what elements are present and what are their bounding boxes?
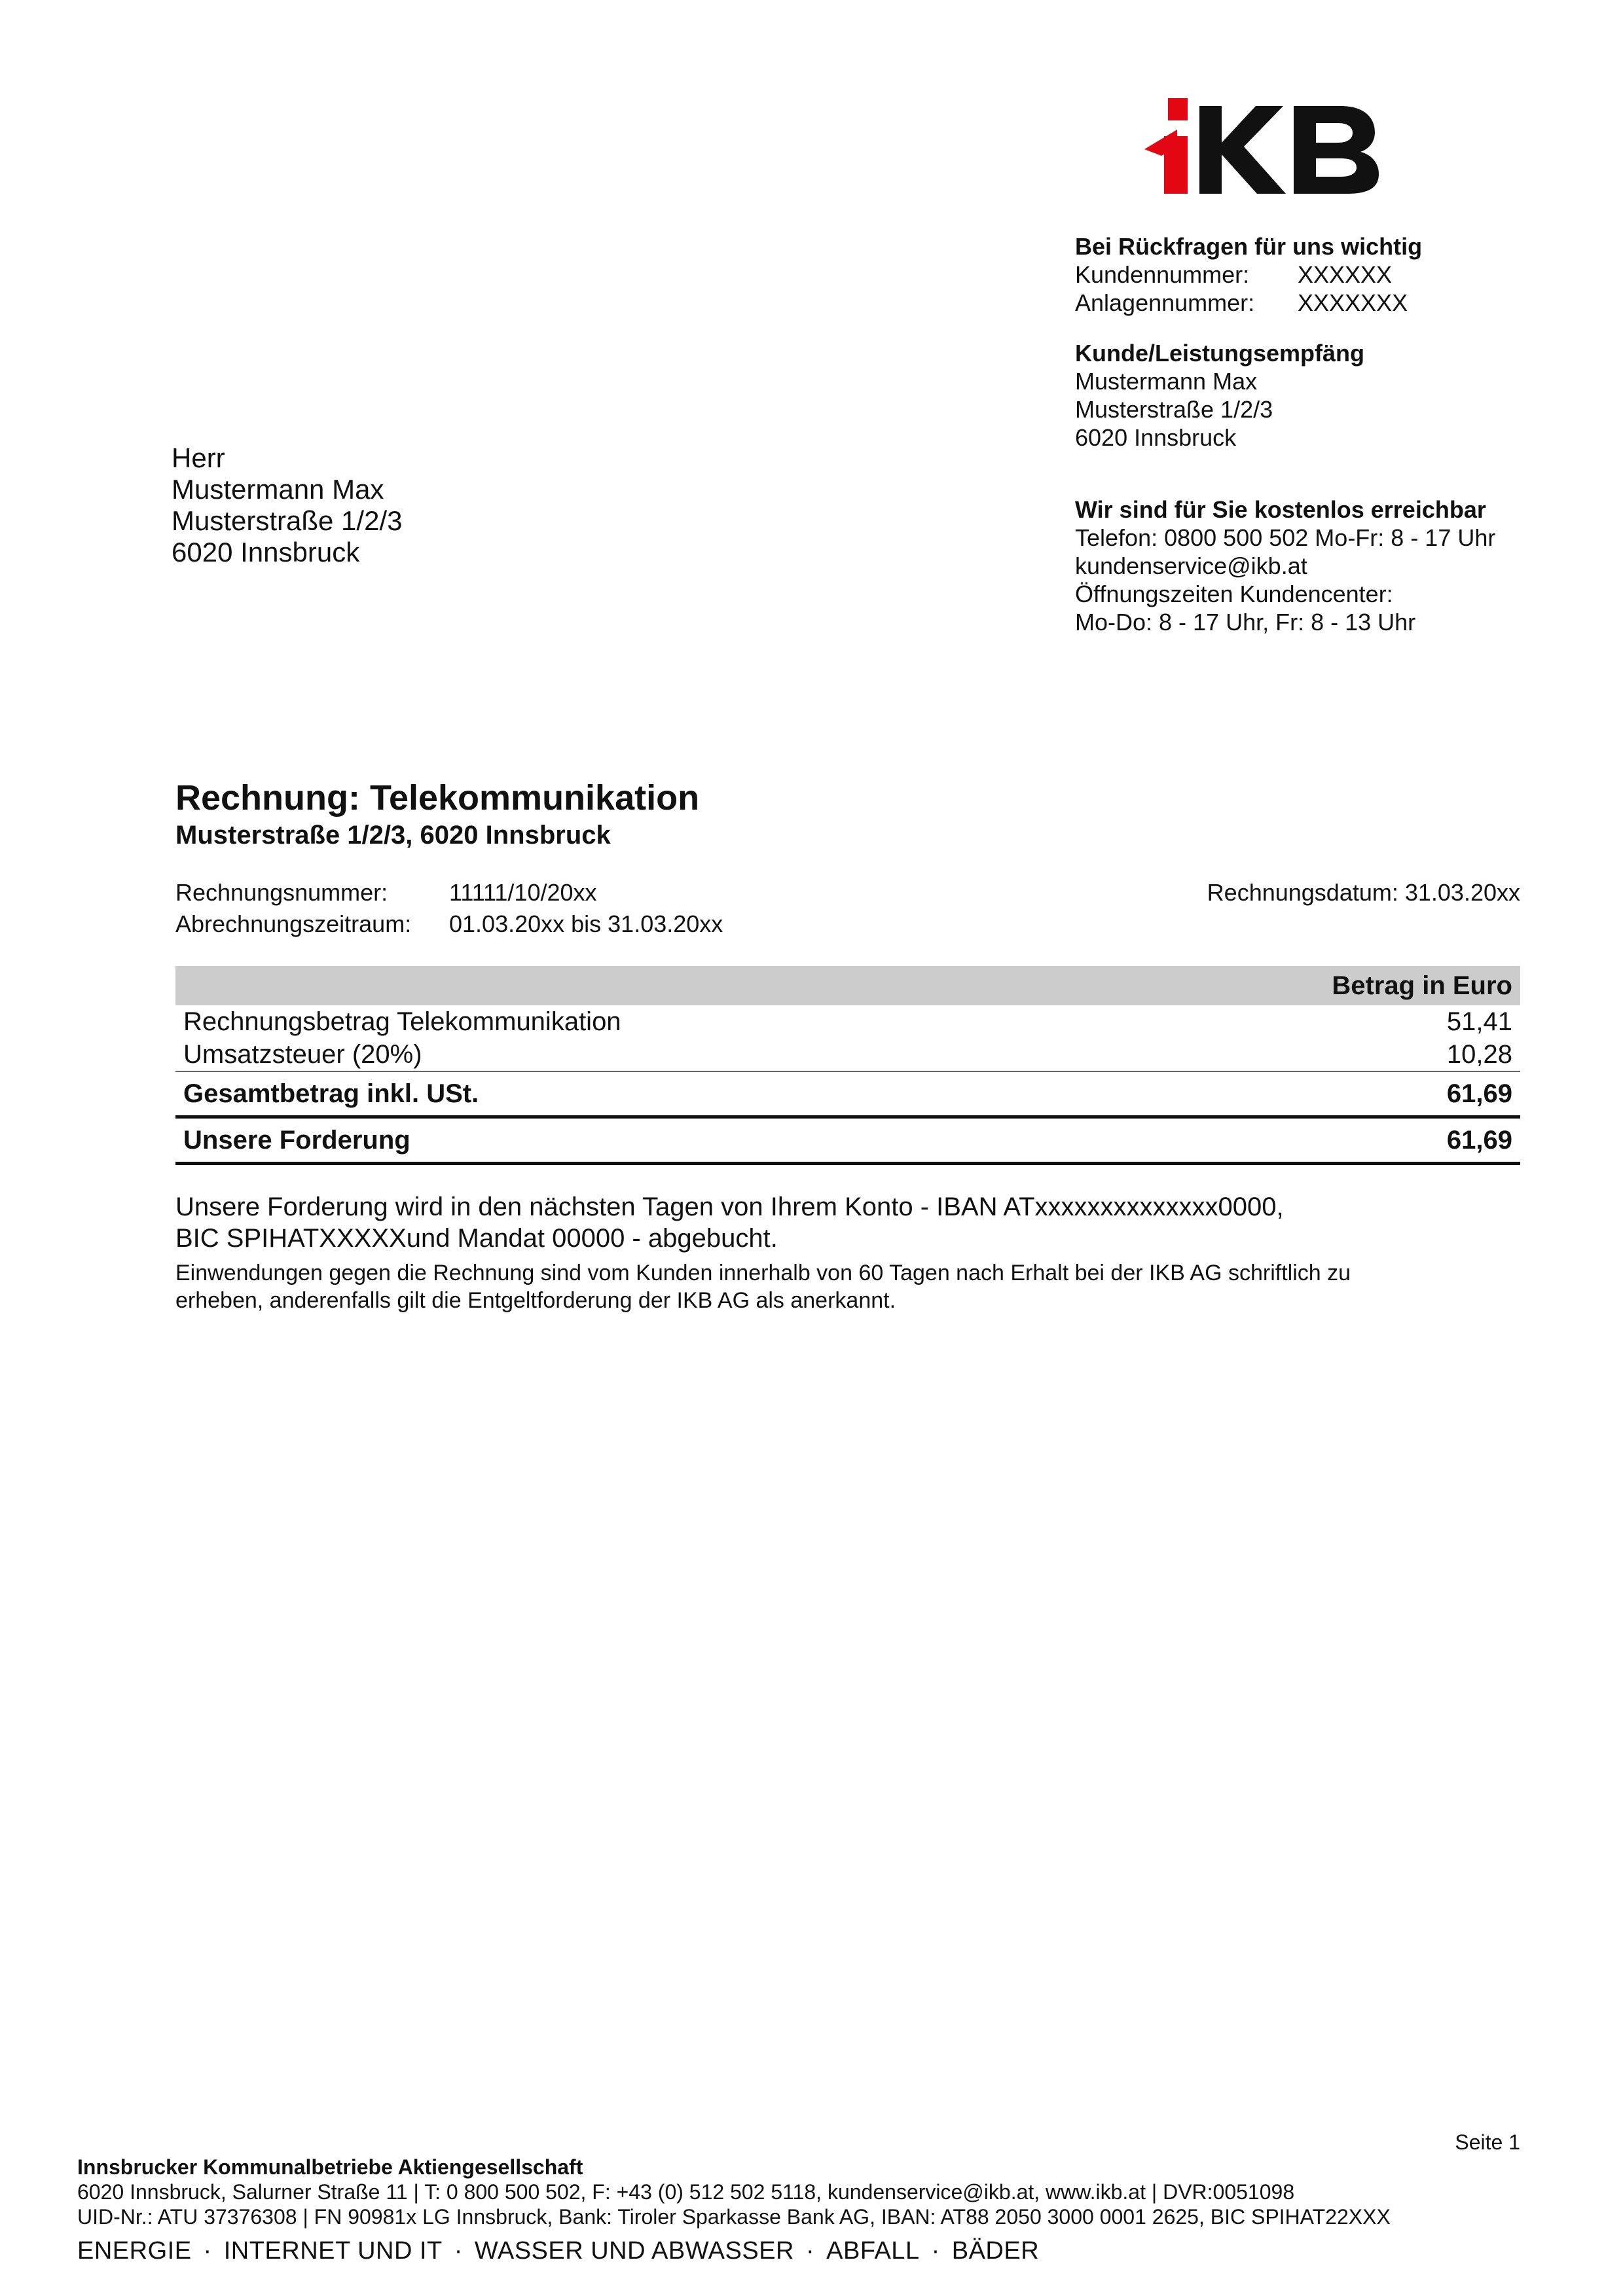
service-email: kundenservice@ikb.at — [1075, 552, 1307, 579]
debit-notice-line: BIC SPIHATXXXXXund Mandat 00000 - abgebucht. — [175, 1224, 778, 1253]
inquiry-header: Bei Rückfragen für uns wichtig — [1075, 233, 1423, 260]
service-recipient-line: Musterstraße 1/2/3 — [1075, 396, 1273, 423]
amount-column-header: Betrag in Euro — [1332, 971, 1512, 1000]
billing-period-row — [175, 908, 723, 940]
recipient-address — [172, 442, 402, 568]
invoice-number-label: Rechnungsnummer: — [175, 879, 388, 906]
division-label: WASSER UND ABWASSER — [474, 2237, 794, 2265]
objection-notice — [175, 1259, 1537, 1314]
customer-number-label: Kundennummer: — [1075, 261, 1250, 288]
address-line: Mustermann Max — [172, 474, 384, 505]
row-value: 51,41 — [1446, 1007, 1512, 1036]
invoice-title: Rechnung: Telekommunikation — [175, 778, 700, 817]
reachability-header: Wir sind für Sie kostenlos erreichbar — [1075, 496, 1486, 523]
phone-hours: Telefon: 0800 500 502 Mo-Fr: 8 - 17 Uhr — [1075, 524, 1496, 551]
table-row — [175, 1005, 1520, 1038]
page-number: Seite 1 — [1455, 2130, 1520, 2154]
invoice-date: Rechnungsdatum: 31.03.20xx — [1207, 879, 1520, 906]
table-row — [175, 1038, 1520, 1071]
footer-bank-line: UID-Nr.: ATU 37376308 | FN 90981x LG Innsbruck, Bank: Tiroler Sparkasse Bank AG, IBAN: AT88 2050 3000 0001 2625, BIC SPIHAT22XXX — [77, 2205, 1391, 2229]
objection-line: erheben, anderenfalls gilt die Entgeltforderung der IKB AG als anerkannt. — [175, 1288, 896, 1313]
opening-hours-label: Öffnungszeiten Kundencenter: — [1075, 581, 1393, 607]
division-label: ENERGIE — [77, 2237, 192, 2265]
service-recipient-header: Kunde/Leistungsempfäng — [1075, 340, 1365, 367]
row-label: Umsatzsteuer (20%) — [183, 1039, 422, 1069]
plant-number-row — [1075, 289, 1546, 317]
address-line: 6020 Innsbruck — [172, 537, 360, 567]
service-recipient-block — [1075, 339, 1546, 452]
address-line: Musterstraße 1/2/3 — [172, 505, 403, 536]
claim-row — [175, 1115, 1520, 1165]
separator-dot: · — [203, 2237, 212, 2265]
inquiry-block — [1075, 232, 1546, 317]
separator-dot: · — [454, 2237, 463, 2265]
payment-notice — [175, 1191, 1537, 1314]
invoice-subtitle: Musterstraße 1/2/3, 6020 Innsbruck — [175, 821, 611, 850]
objection-line: Einwendungen gegen die Rechnung sind vom Kunden innerhalb von 60 Tagen nach Erhalt bei der IKB AG schriftlich zu — [175, 1261, 1351, 1285]
footer-company: Innsbrucker Kommunalbetriebe Aktiengesellschaft — [77, 2155, 583, 2179]
ikb-logo — [1144, 98, 1380, 196]
billing-period: 01.03.20xx bis 31.03.20xx — [449, 910, 723, 937]
billing-period-label: Abrechnungszeitraum: — [175, 910, 412, 937]
claim-value: 61,69 — [1446, 1125, 1512, 1155]
invoice-meta — [175, 877, 723, 940]
service-recipient-line: Mustermann Max — [1075, 368, 1258, 395]
division-label: INTERNET UND IT — [223, 2237, 443, 2265]
invoice-number: 11111/10/20xx — [449, 879, 597, 906]
division-label: BÄDER — [951, 2237, 1040, 2265]
total-label: Gesamtbetrag inkl. USt. — [183, 1079, 479, 1108]
division-label: ABFALL — [826, 2237, 920, 2265]
footer-address-line: 6020 Innsbruck, Salurner Straße 11 | T: 0 800 500 502, F: +43 (0) 512 502 5118, kundenservice@ikb.at, www.ikb.at | DVR:0051098 — [77, 2180, 1295, 2204]
row-value: 10,28 — [1446, 1039, 1512, 1069]
debit-notice-line: Unsere Forderung wird in den nächsten Tagen von Ihrem Konto - IBAN ATxxxxxxxxxxxxxx0000, — [175, 1193, 1284, 1221]
invoice-number-row — [175, 877, 723, 908]
footer — [77, 2155, 1391, 2263]
total-value: 61,69 — [1446, 1079, 1512, 1108]
address-line: Herr — [172, 442, 225, 473]
customer-number-value: XXXXXX — [1298, 261, 1393, 288]
opening-hours: Mo-Do: 8 - 17 Uhr, Fr: 8 - 13 Uhr — [1075, 609, 1416, 636]
total-row — [175, 1071, 1520, 1115]
amount-table-header — [175, 966, 1520, 1005]
service-recipient-line: 6020 Innsbruck — [1075, 424, 1237, 451]
separator-dot: · — [931, 2237, 940, 2265]
footer-divisions — [77, 2238, 1391, 2263]
claim-label: Unsere Forderung — [183, 1125, 410, 1155]
amount-table — [175, 966, 1520, 1165]
reachability-block — [1075, 495, 1546, 636]
separator-dot: · — [806, 2237, 815, 2265]
customer-number-row — [1075, 260, 1546, 289]
plant-number-label: Anlagennummer: — [1075, 289, 1255, 316]
plant-number-value: XXXXXXX — [1298, 289, 1408, 316]
row-label: Rechnungsbetrag Telekommunikation — [183, 1007, 621, 1036]
